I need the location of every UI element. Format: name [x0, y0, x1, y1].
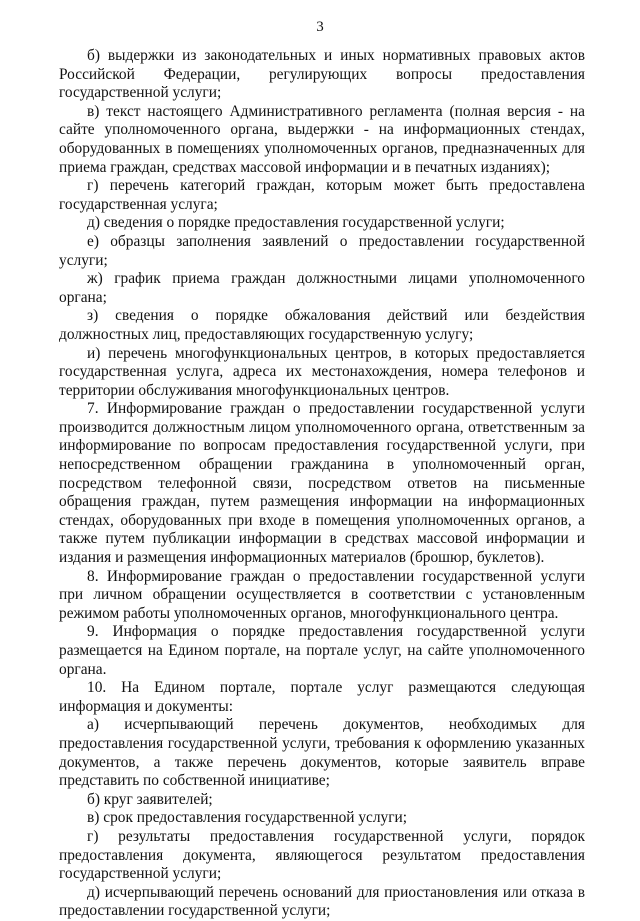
list-item-d: д) сведения о порядке предоставления государственной услуги;: [87, 214, 505, 232]
list-item-b: б) выдержки из законодательных и иных нормативных правовых актов Российской Федерации, регулирующих вопросы предоставления государственной услуги;: [59, 47, 585, 102]
list-item-b-2: б) круг заявителей;: [87, 790, 213, 808]
section-9-paragraph: 9. Информация о порядке предоставления государственной услуги размещается на Едином портале, на портале услуг, на сайте уполномоченного органа.: [59, 623, 585, 678]
list-item-v-2: в) срок предоставления государственной услуги;: [87, 809, 408, 827]
list-item-d-2: д) исчерпывающий перечень оснований для приостановления или отказа в предоставлении государственной услуги;: [59, 883, 585, 920]
section-10-paragraph: 10. На Едином портале, портале услуг размещаются следующая информация и документы:: [59, 679, 585, 715]
list-item-g: г) перечень категорий граждан, которым может быть предоставлена государственная услуга;: [59, 177, 585, 213]
section-7-paragraph: 7. Информирование граждан о предоставлении государственной услуги производится должностным лицом уполномоченного органа, ответственным за информирование по вопросам предоставления государственной услуги, при непосредственном обращении гражданина в уполномоченный орган, посредством телефонной связи, посредством ответов на письменные обращения граждан, путем размещения информации на информационных стендах, оборудованных при входе в помещения уполномоченных органов, а также путем публикации информации в средствах массовой информации и издания и размещения информационных материалов (брошюр, буклетов).: [59, 400, 585, 567]
list-item-v: в) текст настоящего Административного регламента (полная версия - на сайте уполномоченного органа, выдержки - на информационных стендах, оборудованных в помещениях уполномоченных органов, предназначенных для приема граждан, средствах массовой информации и в печатных изданиях);: [59, 102, 585, 176]
list-item-zh: ж) график приема граждан должностными лицами уполномоченного органа;: [59, 270, 585, 306]
list-item-i: и) перечень многофункциональных центров, в которых предоставляется государственная услуга, адреса их местонахождения, номера телефонов и территории обслуживания многофункциональных центров.: [59, 344, 585, 399]
section-8-paragraph: 8. Информирование граждан о предоставлении государственной услуги при личном обращении осуществляется в соответствии с установленным режимом работы уполномоченных органов, многофункционального центра.: [59, 567, 585, 622]
list-item-a: а) исчерпывающий перечень документов, необходимых для предоставления государственной услуги, требования к оформлению указанных документов, а также перечень документов, которые заявитель вправе представить по собственной инициативе;: [59, 716, 585, 790]
list-item-z: з) сведения о порядке обжалования действий или бездействия должностных лиц, предоставляющих государственную услугу;: [59, 307, 585, 343]
list-item-e: е) образцы заполнения заявлений о предоставлении государственной услуги;: [59, 232, 585, 269]
list-item-g-2: г) результаты предоставления государственной услуги, порядок предоставления документа, являющегося результатом предоставления государственной услуги;: [59, 827, 585, 883]
document-body: [59, 47, 585, 921]
page-number: 3: [316, 19, 324, 35]
